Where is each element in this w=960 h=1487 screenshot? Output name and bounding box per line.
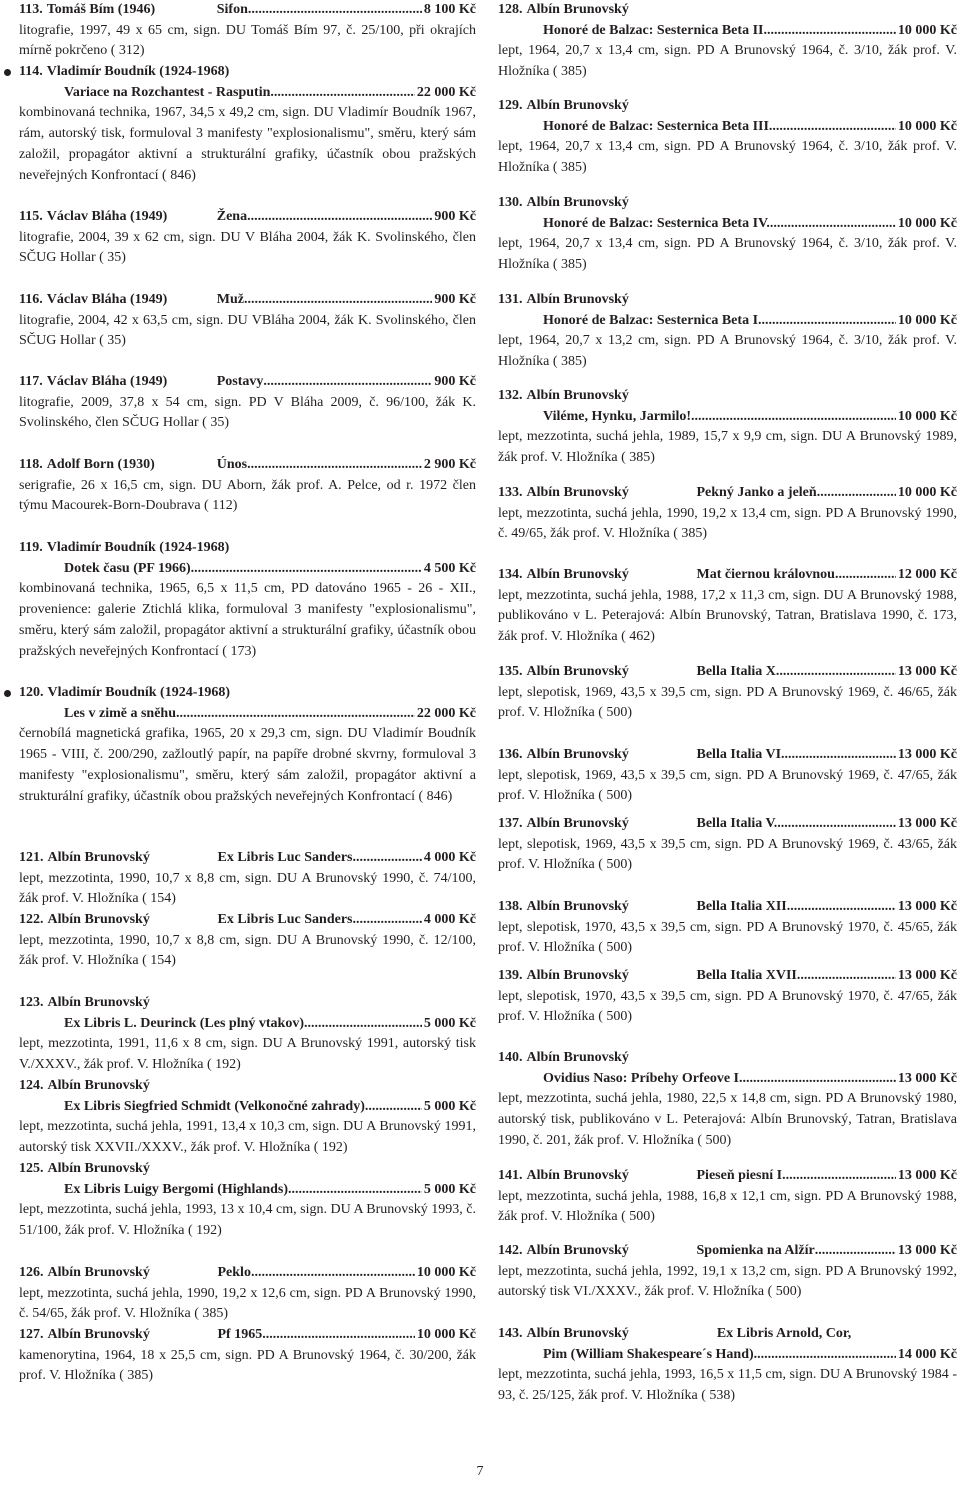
artist-name: Václav Bláha (1949) <box>46 292 168 307</box>
entry-subheading <box>498 117 957 138</box>
artwork-title: Pieseň piesní I. <box>696 1168 786 1183</box>
artist-name: Albín Brunovský <box>526 1243 629 1258</box>
lot-number: 136. <box>498 747 523 762</box>
price: 13 000 Kč <box>897 664 957 679</box>
catalog-entry <box>498 0 957 83</box>
entry-subheading <box>498 214 957 235</box>
entry-subheading <box>19 1014 476 1035</box>
entry-description: lept, mezzotinta, suchá jehla, 1992, 19,1 x 13,2 cm, sign. PD A Brunovský 1992, autorský tisk VI./XXXV., žák prof. V. Hložníka ( 500) <box>498 1263 957 1300</box>
leader-dots <box>762 311 896 332</box>
entry-description: lept, mezzotinta, suchá jehla, 1980, 22,5 x 14,8 cm, sign. PD A Brunovský 1980, autorský tisk, publikováno v L. Peterajová: Albín Brunovský, Tatran, Bratislava 1990, č. 201, žák prof. V. Hložníka ( 500) <box>498 1091 957 1148</box>
entry-description: lept, slepotisk, 1970, 43,5 x 39,5 cm, sign. PD A Brunovský 1970, č. 45/65, žák prof. V. Hložníka ( 500) <box>498 919 957 956</box>
entry-heading <box>19 372 476 393</box>
entry-heading <box>19 910 476 931</box>
leader-dots <box>754 1345 896 1366</box>
lot-number: 137. <box>498 816 523 831</box>
catalog-entry <box>19 372 476 434</box>
price: 4 500 Kč <box>423 560 476 576</box>
entry-subheading <box>19 559 476 580</box>
price: 13 000 Kč <box>897 816 957 831</box>
lot-number: 135. <box>498 664 523 679</box>
leader-dots <box>263 372 432 393</box>
lot-number: 133. <box>498 485 523 500</box>
entry-description: černobílá magnetická grafika, 1965, 20 x 29,3 cm, sign. DU Vladimír Boudník 1965 - VIII, č. 200/290, zažloutlý papír, na papíře drobné skvrny, formuloval 3 manifesty "explosionalismu", směru, který sám založil, propagátor aktivní a strukturální grafiky, účastník obou pražských neveřejných Konfrontací ( 846) <box>19 726 476 804</box>
lot-number: 120. <box>19 685 44 700</box>
artwork-title: Bella Italia VI. <box>696 747 785 762</box>
lot-number: 130. <box>498 195 523 210</box>
lot-number: 124. <box>19 1078 44 1093</box>
lot-number: 113. <box>19 2 43 17</box>
entry-heading <box>498 1048 957 1069</box>
price: 10 000 Kč <box>416 1327 476 1342</box>
artwork-title-line: Ex Libris Arnold, Cor, <box>716 1326 852 1341</box>
entry-description: lept, mezzotinta, suchá jehla, 1993, 16,5 x 11,5 cm, sign. DU A Brunovský 1984 - 93, č. 25/125, žák prof. V. Hložníka ( 538) <box>498 1367 957 1404</box>
entry-description: lept, slepotisk, 1969, 43,5 x 39,5 cm, sign. PD A Brunovský 1969, č. 47/65, žák prof. V. Hložníka ( 500) <box>498 767 957 804</box>
entry-heading <box>498 386 957 407</box>
price: 900 Kč <box>434 374 476 389</box>
artwork-title: Ex Libris Siegfried Schmidt (Velkonočné zahrady) <box>64 1098 365 1114</box>
entry-description: lept, mezzotinta, 1990, 10,7 x 8,8 cm, sign. DU A Brunovský 1990, č. 12/100, žák prof. V. Hložníka ( 154) <box>19 932 476 969</box>
artist-name: Václav Bláha (1949) <box>46 374 168 389</box>
artist-name: Albín Brunovský <box>526 195 629 210</box>
leader-dots <box>176 704 415 725</box>
entry-heading <box>19 1325 476 1346</box>
catalog-entry <box>498 745 957 807</box>
artwork-title: Bella Italia XVII. <box>696 968 801 983</box>
catalog-entry <box>498 966 957 1028</box>
artist-name: Albín Brunovský <box>47 995 150 1010</box>
price: 12 000 Kč <box>897 567 957 582</box>
catalog-entry <box>498 96 957 179</box>
artwork-title: Honoré de Balzac: Sesternica Beta I. <box>543 312 762 328</box>
entry-heading <box>19 62 476 83</box>
artist-name: Albín Brunovský <box>526 2 629 17</box>
entry-description: lept, mezzotinta, suchá jehla, 1993, 13 x 10,4 cm, sign. DU A Brunovský 1993, č. 51/100, žák prof. V. Hložníka ( 192) <box>19 1202 476 1239</box>
leader-dots <box>815 1241 896 1262</box>
lot-number: 129. <box>498 98 523 113</box>
leader-dots <box>817 483 896 504</box>
catalog-entry <box>498 386 957 469</box>
entry-heading <box>498 662 957 683</box>
leader-dots <box>248 0 422 21</box>
bullet-marker <box>4 690 11 697</box>
lot-number: 141. <box>498 1168 523 1183</box>
entry-description: kombinovaná technika, 1965, 6,5 x 11,5 cm, PD datováno 1965 - 26 - XII., provenience: galerie Ztichlá klika, formuloval 3 manifesty "explosionalismu", směru, který sám založil, propagátor aktivní a strukturální grafiky, účastník obou pražských neveřejných Konfrontací ( 173) <box>19 581 476 659</box>
catalog-entry <box>498 662 957 724</box>
lot-number: 116. <box>19 292 43 307</box>
price: 900 Kč <box>434 292 476 307</box>
entry-description: kamenorytina, 1964, 18 x 25,5 cm, sign. PD A Brunovský 1964, č. 30/200, žák prof. V. Hložníka ( 385) <box>19 1347 476 1384</box>
artwork-title: Ex Libris Luigy Bergomi (Highlands) <box>64 1181 289 1197</box>
artwork-title: Ex Libris L. Deurinck (Les plný vtakov) <box>64 1015 304 1031</box>
entry-heading <box>19 1159 476 1180</box>
price: 22 000 Kč <box>416 705 476 721</box>
artwork-title: Bella Italia V. <box>696 816 778 831</box>
leader-dots <box>288 1180 422 1201</box>
artist-name: Albín Brunovský <box>526 899 629 914</box>
leader-dots <box>786 1166 896 1187</box>
entry-heading <box>498 1166 957 1187</box>
lot-number: 117. <box>19 374 43 389</box>
price: 10 000 Kč <box>897 215 957 231</box>
artwork-title: Bella Italia XII. <box>696 899 791 914</box>
catalog-entry <box>19 538 476 662</box>
entry-heading <box>19 1263 476 1284</box>
leader-dots <box>772 117 895 138</box>
leader-dots <box>247 455 422 476</box>
lot-number: 138. <box>498 899 523 914</box>
lot-number: 140. <box>498 1050 523 1065</box>
price: 13 000 Kč <box>897 968 957 983</box>
artist-name: Albín Brunovský <box>47 912 150 927</box>
price: 4 000 Kč <box>423 912 476 927</box>
catalog-entry <box>498 1166 957 1228</box>
entry-subheading <box>19 1097 476 1118</box>
catalog-entry <box>19 207 476 269</box>
price: 13 000 Kč <box>897 747 957 762</box>
lot-number: 118. <box>19 457 43 472</box>
lot-number: 121. <box>19 850 44 865</box>
catalog-entry <box>19 1076 476 1159</box>
entry-subheading <box>498 311 957 332</box>
leader-dots <box>779 662 896 683</box>
artist-name: Albín Brunovský <box>526 98 629 113</box>
entry-description: serigrafie, 26 x 16,5 cm, sign. DU Aborn, žák prof. A. Pelce, od r. 1972 člen týmu Macourek-Born-Doubrava ( 112) <box>19 477 476 514</box>
entry-description: litografie, 2004, 39 x 62 cm, sign. DU V Bláha 2004, žák K. Svolinského, člen SČUG Hollar ( 35) <box>19 229 476 266</box>
artwork-title: Ex Libris Luc Sanders <box>217 912 353 927</box>
price: 13 000 Kč <box>897 1243 957 1258</box>
artist-name: Vladimír Boudník (1924-1968) <box>46 540 230 555</box>
leader-dots <box>247 207 432 228</box>
entry-description: lept, mezzotinta, suchá jehla, 1990, 19,2 x 12,6 cm, sign. PD A Brunovský 1990, č. 54/65, žák prof. V. Hložníka ( 385) <box>19 1285 476 1322</box>
catalog-entry <box>19 1159 476 1242</box>
artwork-title: Muž <box>216 292 244 307</box>
catalog-entry <box>498 1048 957 1152</box>
artwork-title: Honoré de Balzac: Sesternica Beta II. <box>543 22 767 38</box>
entry-heading <box>19 538 476 559</box>
entry-heading <box>19 1076 476 1097</box>
catalog-entry <box>498 565 957 648</box>
price: 10 000 Kč <box>897 118 957 134</box>
entry-description: lept, mezzotinta, suchá jehla, 1989, 15,7 x 9,9 cm, sign. DU A Brunovský 1989, žák prof. V. Hložníka ( 385) <box>498 429 957 466</box>
entry-description: lept, mezzotinta, 1991, 11,6 x 8 cm, sign. DU A Brunovský 1991, autorský tisk V./XXXV., žák prof. V. Hložníka ( 192) <box>19 1036 476 1073</box>
entry-description: lept, 1964, 20,7 x 13,4 cm, sign. PD A Brunovský 1964, č. 3/10, žák prof. V. Hložníka ( 385) <box>498 43 957 80</box>
entry-heading <box>498 1241 957 1262</box>
catalog-entry <box>19 683 476 807</box>
artwork-title: Bella Italia X. <box>696 664 780 679</box>
entry-heading <box>498 193 957 214</box>
artwork-title: Dotek času (PF 1966) <box>64 560 191 576</box>
price: 13 000 Kč <box>897 1070 957 1086</box>
price: 2 900 Kč <box>423 457 476 472</box>
artwork-title: Honoré de Balzac: Sesternica Beta III. <box>543 118 773 134</box>
entry-description: lept, mezzotinta, suchá jehla, 1991, 13,4 x 10,3 cm, sign. DU A Brunovský 1991, autorský tisk XXVII./XXXV., žák prof. V. Hložníka ( 192) <box>19 1119 476 1156</box>
lot-number: 132. <box>498 388 523 403</box>
leader-dots <box>835 565 896 586</box>
artwork-title: Ovidius Naso: Príbehy Orfeove I. <box>543 1070 743 1086</box>
leader-dots <box>770 214 896 235</box>
catalog-entry <box>19 0 476 62</box>
lot-number: 134. <box>498 567 523 582</box>
artwork-title: Únos <box>216 457 248 472</box>
price: 5 000 Kč <box>423 1181 476 1197</box>
artist-name: Albín Brunovský <box>47 850 150 865</box>
entry-description: litografie, 1997, 49 x 65 cm, sign. DU Tomáš Bím 97, č. 25/100, při okrajích mírně pokrčeno ( 312) <box>19 22 476 59</box>
entry-heading <box>498 814 957 835</box>
price: 10 000 Kč <box>897 312 957 328</box>
catalog-entry <box>19 910 476 972</box>
artwork-title-continued <box>498 1345 957 1366</box>
price: 22 000 Kč <box>416 84 476 100</box>
entry-heading <box>498 745 957 766</box>
lot-number: 122. <box>19 912 44 927</box>
leader-dots <box>691 407 896 428</box>
entry-heading <box>19 683 476 704</box>
entry-subheading <box>498 21 957 42</box>
entry-description: litografie, 2009, 37,8 x 54 cm, sign. PD V Bláha 2009, č. 96/100, žák K. Svolinského, člen SČUG Hollar ( 35) <box>19 394 476 431</box>
lot-number: 114. <box>19 64 43 79</box>
entry-heading <box>498 0 957 21</box>
entry-heading <box>498 897 957 918</box>
catalog-entry <box>19 455 476 517</box>
price: 5 000 Kč <box>423 1015 476 1031</box>
lot-number: 125. <box>19 1161 44 1176</box>
artist-name: Albín Brunovský <box>526 664 629 679</box>
artist-name: Tomáš Bím (1946) <box>46 2 156 17</box>
leader-dots <box>191 559 422 580</box>
artwork-title: Žena <box>216 209 248 224</box>
entry-description: lept, slepotisk, 1969, 43,5 x 39,5 cm, sign. PD A Brunovský 1969, č. 43/65, žák prof. V. Hložníka ( 500) <box>498 836 957 873</box>
entry-heading <box>498 966 957 987</box>
entry-heading <box>498 483 957 504</box>
entry-description: litografie, 2004, 42 x 63,5 cm, sign. DU VBláha 2004, žák K. Svolinského, člen SČUG Hollar ( 35) <box>19 312 476 349</box>
entry-heading <box>498 1324 957 1345</box>
lot-number: 139. <box>498 968 523 983</box>
catalog-entry <box>498 483 957 545</box>
artwork-title-part: Pim (William Shakespeare´s Hand) <box>543 1346 754 1362</box>
leader-dots <box>785 745 896 766</box>
entry-description: lept, slepotisk, 1970, 43,5 x 39,5 cm, sign. PD A Brunovský 1970, č. 47/65, žák prof. V. Hložníka ( 500) <box>498 988 957 1025</box>
leader-dots <box>304 1014 422 1035</box>
price: 13 000 Kč <box>897 899 957 914</box>
entry-description: lept, mezzotinta, suchá jehla, 1988, 16,8 x 12,1 cm, sign. PD A Brunovský 1988, žák prof. V. Hložníka ( 500) <box>498 1188 957 1225</box>
artist-name: Albín Brunovský <box>526 968 629 983</box>
entry-description: lept, mezzotinta, 1990, 10,7 x 8,8 cm, sign. DU A Brunovský 1990, č. 74/100, žák prof. V. Hložníka ( 154) <box>19 870 476 907</box>
entry-description: lept, mezzotinta, suchá jehla, 1988, 17,2 x 11,3 cm, sign. DU A Brunovský 1988, publikováno v L. Peterajová: Albín Brunovský, Tatran, Bratislava 1990, č. 173, žák prof. V. Hložníka ( 462) <box>498 587 957 645</box>
entry-description: lept, slepotisk, 1969, 43,5 x 39,5 cm, sign. PD A Brunovský 1969, č. 46/65, žák prof. V. Hložníka ( 500) <box>498 684 957 721</box>
price: 5 000 Kč <box>423 1098 476 1114</box>
artwork-title: Ex Libris Luc Sanders <box>217 850 353 865</box>
leader-dots <box>800 966 896 987</box>
entry-heading <box>498 96 957 117</box>
price: 13 000 Kč <box>897 1168 957 1183</box>
catalog-entry <box>498 290 957 373</box>
artwork-title: Spomienka na Alžír <box>696 1243 815 1258</box>
leader-dots <box>767 21 896 42</box>
lot-number: 127. <box>19 1327 44 1342</box>
artist-name: Albín Brunovský <box>526 485 629 500</box>
entry-heading <box>498 565 957 586</box>
catalog-entry <box>19 993 476 1076</box>
artist-name: Vladimír Boudník (1924-1968) <box>46 64 230 79</box>
artist-name: Albín Brunovský <box>526 1168 629 1183</box>
lot-number: 142. <box>498 1243 523 1258</box>
catalog-entry <box>498 193 957 276</box>
artwork-title: Pf 1965 <box>217 1327 263 1342</box>
entry-heading <box>498 290 957 311</box>
artwork-title: Les v zimě a sněhu <box>64 705 176 721</box>
artwork-title: Honoré de Balzac: Sesternica Beta IV. <box>543 215 770 231</box>
artist-name: Albín Brunovský <box>526 816 629 831</box>
leader-dots <box>251 1263 415 1284</box>
artist-name: Adolf Born (1930) <box>46 457 155 472</box>
artist-name: Albín Brunovský <box>526 747 629 762</box>
price: 14 000 Kč <box>897 1346 957 1362</box>
lot-number: 143. <box>498 1326 523 1341</box>
artist-name: Albín Brunovský <box>526 1326 629 1341</box>
artist-name: Václav Bláha (1949) <box>46 209 168 224</box>
catalog-entry <box>498 814 957 876</box>
entry-description: lept, 1964, 20,7 x 13,4 cm, sign. PD A Brunovský 1964, č. 3/10, žák prof. V. Hložníka ( 385) <box>498 139 957 176</box>
artist-name: Albín Brunovský <box>47 1327 150 1342</box>
entry-heading <box>19 993 476 1014</box>
artwork-title: Peklo <box>217 1265 251 1280</box>
catalog-entry <box>498 897 957 959</box>
entry-subheading <box>498 407 957 428</box>
leader-dots <box>743 1069 896 1090</box>
entry-description: kombinovaná technika, 1967, 34,5 x 49,2 cm, sign. DU Vladimír Boudník 1967, rám, autorský tisk, formuloval 3 manifesty "explosionalismu", směru, který sám založil, propagátor aktivní a strukturální grafiky, účastník obou pražských neveřejných Konfrontací ( 846) <box>19 105 476 183</box>
lot-number: 128. <box>498 2 523 17</box>
page-number: 7 <box>476 1464 484 1479</box>
catalog-entry <box>19 1263 476 1325</box>
entry-heading <box>19 290 476 311</box>
lot-number: 131. <box>498 292 523 307</box>
leader-dots <box>244 290 432 311</box>
leader-dots <box>352 910 421 931</box>
catalog-entry <box>19 62 476 186</box>
leader-dots <box>777 814 896 835</box>
entry-heading <box>19 0 476 21</box>
price: 900 Kč <box>434 209 476 224</box>
price: 10 000 Kč <box>897 22 957 38</box>
price: 10 000 Kč <box>897 485 957 500</box>
catalog-entry <box>19 1325 476 1387</box>
artwork-title: Variace na Rozchantest - Rasputin <box>64 84 271 100</box>
artwork-title: Postavy <box>216 374 264 389</box>
lot-number: 119. <box>19 540 43 555</box>
leader-dots <box>352 848 421 869</box>
artwork-title: Mat čiernou královnou <box>696 567 835 582</box>
price: 10 000 Kč <box>416 1265 476 1280</box>
artist-name: Albín Brunovský <box>526 1050 629 1065</box>
leader-dots <box>270 83 415 104</box>
entry-subheading <box>19 1180 476 1201</box>
artwork-title: Sifon <box>216 2 248 17</box>
artist-name: Albín Brunovský <box>47 1265 150 1280</box>
entry-subheading <box>19 704 476 725</box>
leader-dots <box>365 1097 422 1118</box>
entry-heading <box>19 848 476 869</box>
entry-heading <box>19 207 476 228</box>
price: 4 000 Kč <box>423 850 476 865</box>
entry-description: lept, mezzotinta, suchá jehla, 1990, 19,2 x 13,4 cm, sign. PD A Brunovský 1990, č. 49/65, žák prof. V. Hložníka ( 385) <box>498 505 957 542</box>
entry-description: lept, 1964, 20,7 x 13,4 cm, sign. PD A Brunovský 1964, č. 3/10, žák prof. V. Hložníka ( 385) <box>498 236 957 273</box>
price: 10 000 Kč <box>897 408 957 424</box>
leader-dots <box>262 1325 415 1346</box>
entry-subheading <box>19 83 476 104</box>
artist-name: Albín Brunovský <box>47 1161 150 1176</box>
artist-name: Albín Brunovský <box>526 388 629 403</box>
artwork-title: Viléme, Hynku, Jarmilo! <box>543 408 692 424</box>
leader-dots <box>790 897 896 918</box>
artist-name: Albín Brunovský <box>47 1078 150 1093</box>
catalog-entry <box>19 848 476 910</box>
artwork-title: Pekný Janko a jeleň <box>696 485 817 500</box>
catalog-entry <box>19 290 476 352</box>
lot-number: 123. <box>19 995 44 1010</box>
catalog-entry <box>498 1241 957 1303</box>
artist-name: Albín Brunovský <box>526 567 629 582</box>
bullet-marker <box>4 69 11 76</box>
entry-subheading <box>498 1069 957 1090</box>
lot-number: 115. <box>19 209 43 224</box>
entry-description: lept, 1964, 20,7 x 13,2 cm, sign. PD A Brunovský 1964, č. 3/10, žák prof. V. Hložníka ( 385) <box>498 333 957 370</box>
artist-name: Albín Brunovský <box>526 292 629 307</box>
artist-name: Vladimír Boudník (1924-1968) <box>47 685 231 700</box>
catalog-entry <box>498 1324 957 1407</box>
price: 8 100 Kč <box>423 2 476 17</box>
lot-number: 126. <box>19 1265 44 1280</box>
entry-heading <box>19 455 476 476</box>
